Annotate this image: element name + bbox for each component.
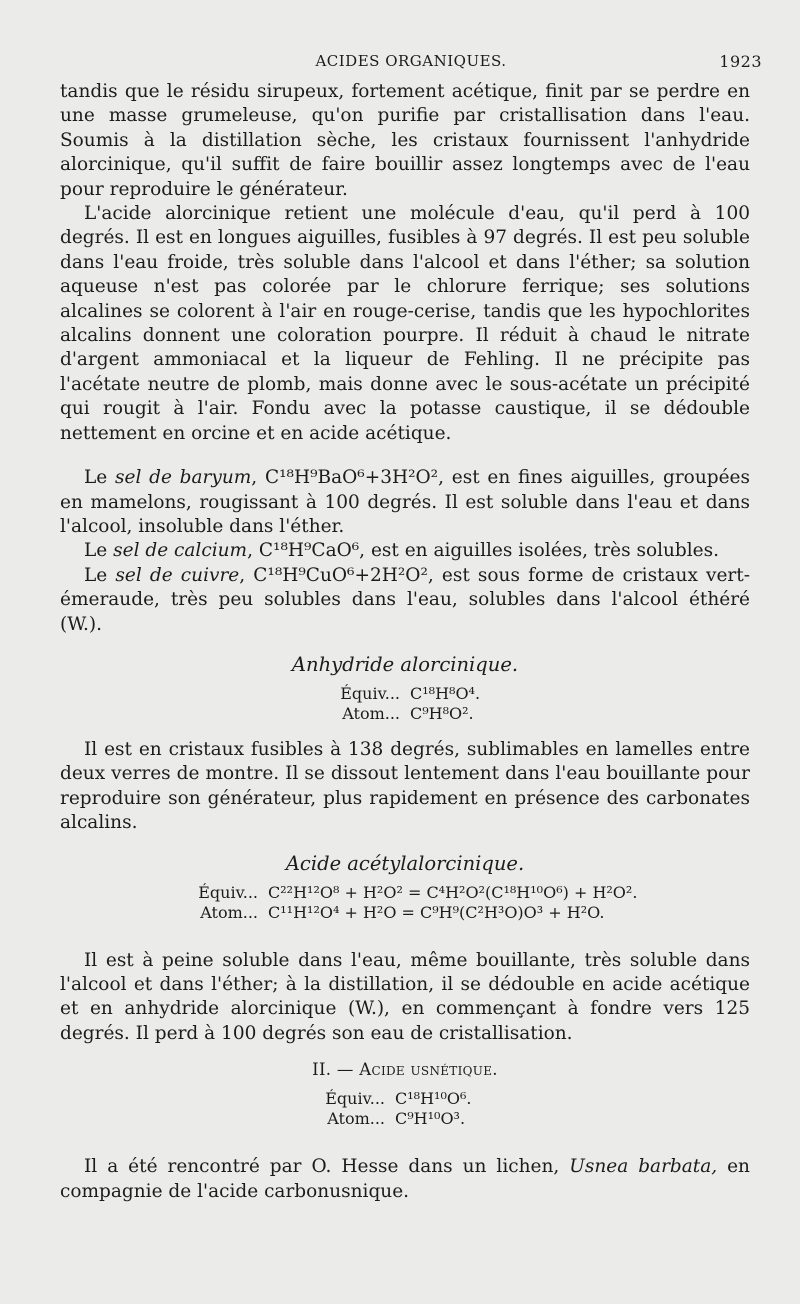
- section-number: II. —: [312, 1060, 354, 1080]
- formula-block-anhydride: [60, 684, 750, 724]
- formula-row-equiv: [315, 684, 750, 704]
- page-body: [60, 80, 750, 1204]
- comma: ,: [251, 467, 258, 489]
- paragraph-baryum-salt: [60, 466, 750, 539]
- paragraph-acetyl-properties: Il est à peine soluble dans l'eau, même bouillante, très soluble dans l'alcool et dans l'éther; à la distillation, il se dédouble en acide acétique et en anhydride alorcinique (W.), en commençant à fondre vers 125 degrés. Il perd à 100 degrés son eau de cristallisation.: [60, 949, 750, 1044]
- usnetic-atom-formula: C⁹H¹⁰O³.: [395, 1109, 466, 1129]
- equiv-label: Équiv...: [340, 683, 400, 703]
- atom-label: Atom...: [200, 902, 258, 922]
- spacer: [60, 937, 750, 949]
- baryum-formula: C¹⁸H⁹BaO⁶+3H²O²,: [264, 467, 444, 489]
- paragraph-calcium-salt: [60, 539, 750, 563]
- baryum-label: sel de baryum: [115, 467, 252, 489]
- article: Le: [84, 540, 108, 562]
- usnetic-equiv-formula: C¹⁸H¹⁰O⁶.: [395, 1089, 472, 1109]
- baryum-text: est en fines aiguilles, groupées en mamelons, rougissant à 100 degrés. Il est soluble dans l'eau et dans l'alcool, insoluble dans l'éther.: [60, 467, 750, 537]
- lichen-species: Usnea barbata,: [569, 1156, 718, 1178]
- calcium-formula: C¹⁸H⁹CaO⁶,: [258, 540, 366, 562]
- running-head: [60, 50, 762, 76]
- usnetic-origin-text-end: en compagnie de l'acide carbonusnique.: [60, 1156, 750, 1202]
- equiv-label: Équiv...: [198, 882, 258, 902]
- paragraph-residue: tandis que le résidu sirupeux, fortement acétique, finit par se perdre en une masse grumeleuse, qu'on purifie par cristallisation dans l'eau. Soumis à la distillation sèche, les cristaux fournissent l'anhydride alorcinique, qu'il suffit de faire bouillir assez longtemps avec de l'eau pour reproduire le générateur.: [60, 81, 750, 200]
- cuivre-label: sel de cuivre: [115, 564, 240, 586]
- calcium-label: sel de calcium: [113, 540, 248, 562]
- paragraph-usnetic-origin: [60, 1155, 750, 1204]
- equiv-label: Équiv...: [325, 1089, 385, 1109]
- atom-label: Atom...: [327, 1109, 385, 1129]
- comma: ,: [239, 564, 246, 586]
- running-title: ACIDES ORGANIQUES.: [315, 52, 507, 70]
- section-title-anhydride: Anhydride alorcinique.: [291, 652, 519, 676]
- article: Le: [84, 467, 108, 489]
- paragraph-alorcinic-acid: L'acide alorcinique retient une molécule d'eau, qu'il perd à 100 degrés. Il est en longues aiguilles, fusibles à 97 degrés. Il est peu soluble dans l'eau froide, très soluble dans l'alcool et dans l'éther; sa solution aqueuse n'est pas colorée par le chlorure ferrique; ses solutions alcalines se colorent à l'air en rouge-cerise, tandis que les hypochlorites alcalins donnent une coloration pourpre. Il réduit à chaud le nitrate d'argent ammoniacal et la liqueur de Fehling. Il ne précipite pas l'acétate neutre de plomb, mais donne avec le sous-acétate un précipité qui rougit à l'air. Fondu avec la potasse caustique, il se dédouble nettement en orcine et en acide acétique.: [60, 203, 750, 444]
- acetyl-equiv-formula: C²²H¹²O⁸ + H²O² = C⁴H²O²(C¹⁸H¹⁰O⁶) + H²O².: [268, 882, 638, 902]
- section-title-acetyl: Acide acétylalorcinique.: [285, 851, 525, 875]
- atom-label: Atom...: [342, 703, 400, 723]
- paragraph-anhydride-properties: Il est en cristaux fusibles à 138 degrés, sublimables en lamelles entre deux verres de montre. Il se dissout lentement dans l'eau bouillante pour reproduire son générateur, plus rapidement en présence des carbonates alcalins.: [60, 738, 750, 834]
- formula-row-equiv: [170, 883, 750, 903]
- article: Le: [84, 564, 108, 586]
- acetyl-atom-formula: C¹¹H¹²O⁴ + H²O = C⁹H⁹(C²H³O)O³ + H²O.: [268, 902, 605, 922]
- anhydride-equiv-formula: C¹⁸H⁸O⁴.: [410, 683, 481, 703]
- paragraph-copper-salt: [60, 564, 750, 637]
- usnetic-title: Acide usnétique.: [359, 1060, 498, 1080]
- comma: ,: [247, 540, 253, 562]
- page-number: 1923: [719, 52, 762, 71]
- calcium-text: est en aiguilles isolées, très solubles.: [370, 540, 719, 562]
- formula-block-usnetic: [60, 1089, 750, 1129]
- cuivre-text: est sous forme de cristaux vert-émeraude, très peu solubles dans l'eau, solubles dans l'alcool éthéré (W.).: [60, 564, 750, 635]
- formula-row-atom: [170, 903, 750, 923]
- cuivre-formula: C¹⁸H⁹CuO⁶+2H²O²,: [253, 564, 434, 586]
- spacer: [60, 446, 750, 466]
- formula-row-atom: [300, 1109, 750, 1129]
- formula-row-equiv: [300, 1089, 750, 1109]
- spacer: [60, 1143, 750, 1155]
- usnetic-origin-text: Il a été rencontré par O. Hesse dans un lichen,: [84, 1156, 560, 1178]
- formula-block-acetyl: [60, 883, 750, 923]
- anhydride-atom-formula: C⁹H⁸O².: [410, 703, 474, 723]
- section-title-usnetic: [60, 1060, 750, 1079]
- formula-row-atom: [315, 704, 750, 724]
